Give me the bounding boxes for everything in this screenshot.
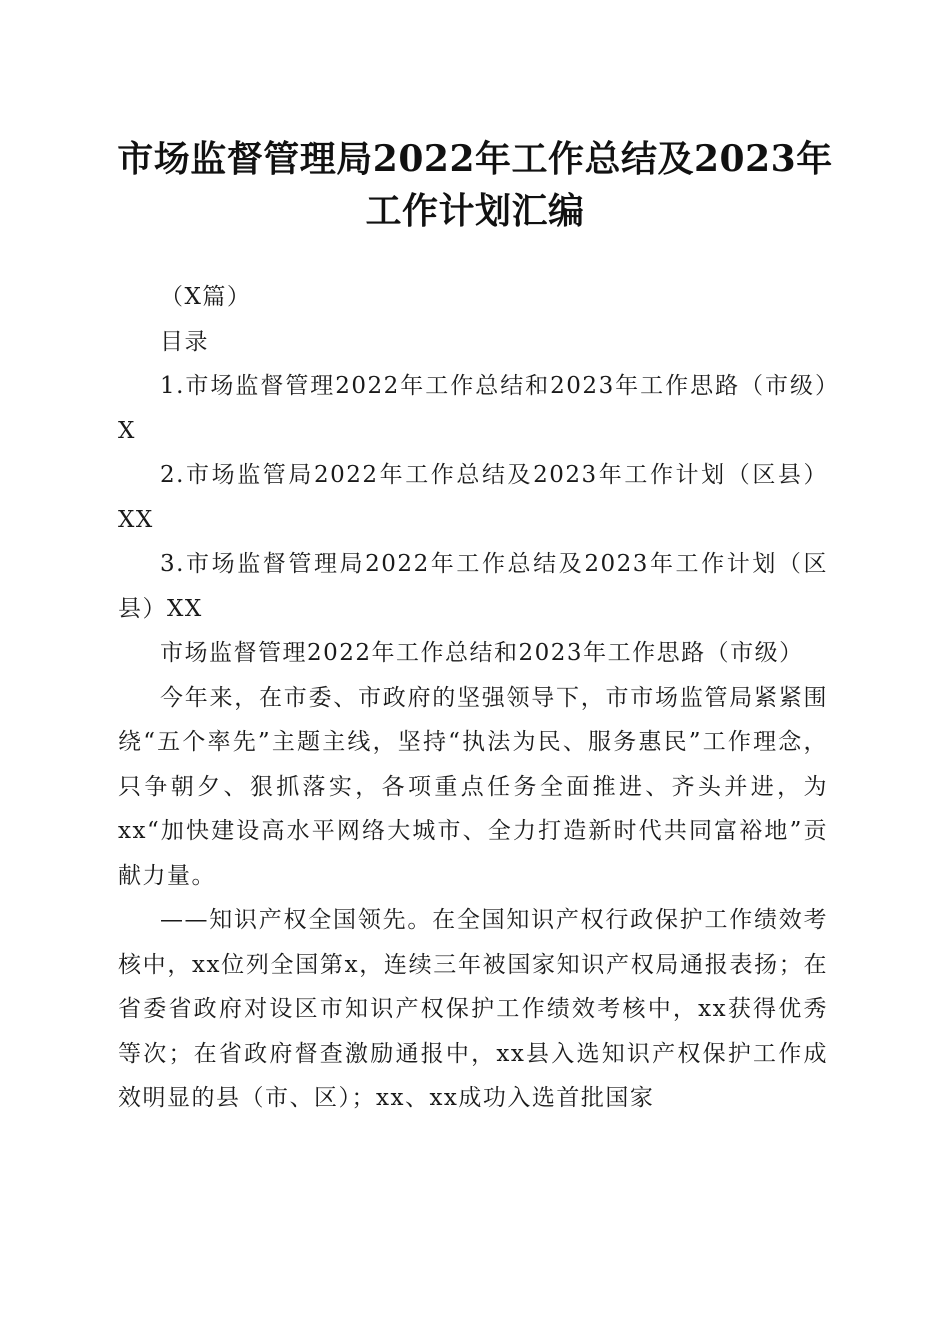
body-paragraph: 今年来，在市委、市政府的坚强领导下，市市场监管局紧紧围绕“五个率先”主题主线，坚持“执法为民、服务惠民”工作理念，只争朝夕、狠抓落实，各项重点任务全面推进、齐头并进，为xx“加快建设高水平网络大城市、全力打造新时代共同富裕地”贡献力量。 (118, 684, 828, 889)
section-title: 市场监督管理2022年工作总结和2023年工作思路（市级） (160, 640, 804, 666)
toc-heading: 目录 (160, 328, 209, 355)
document-title: 市场监督管理局2022年工作总结及2023年工作计划汇编 (117, 138, 833, 232)
body-paragraph: ——知识产权全国领先。在全国知识产权行政保护工作绩效考核中，xx位列全国第x，连续三年被国家知识产权局通报表扬；在省委省政府对设区市知识产权保护工作绩效考核中，xx获得优秀等次；在省政府督查激励通报中，xx县入选知识产权保护工作成效明显的县（市、区）；xx、xx成功入选首批国家 (118, 907, 828, 1111)
toc-item: 2.市场监管局2022年工作总结及2023年工作计划（区县）XX (118, 462, 828, 533)
document-body (118, 275, 828, 1121)
count-note: （X篇） (160, 284, 252, 310)
toc-item: 3.市场监督管理局2022年工作总结及2023年工作计划（区县）XX (118, 551, 828, 622)
toc-item: 1.市场监督管理2022年工作总结和2023年工作思路（市级）X (118, 373, 828, 444)
